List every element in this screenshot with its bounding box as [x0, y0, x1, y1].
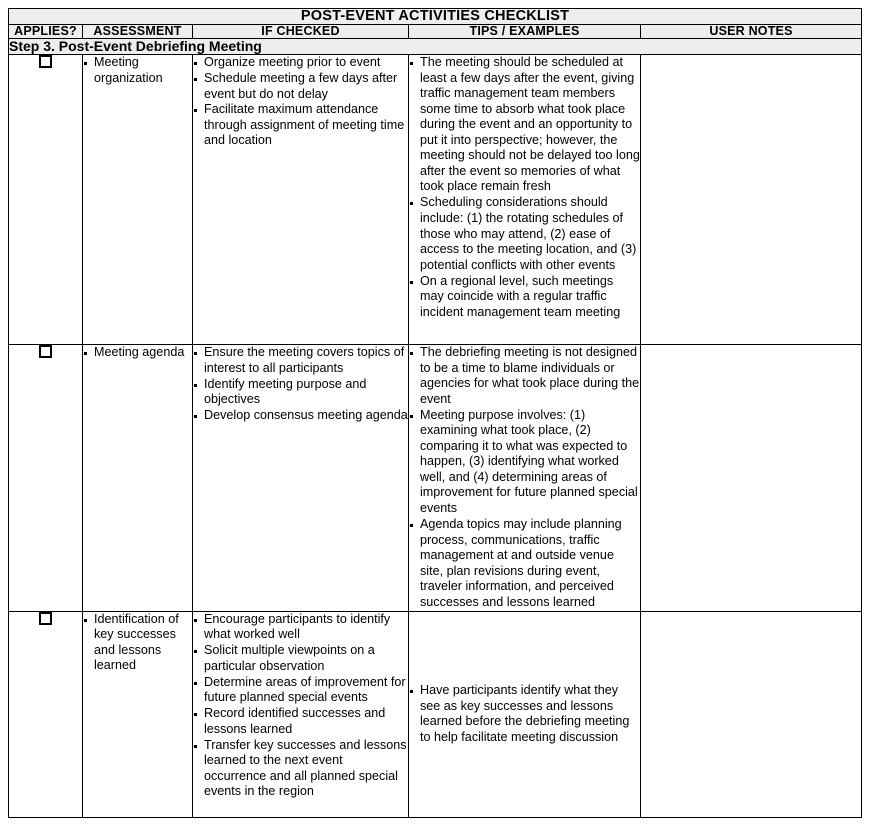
table-row	[9, 611, 862, 817]
checkbox-applies-row-2[interactable]	[39, 345, 52, 358]
assessment-cell	[83, 55, 193, 345]
list-item: On a regional level, such meetings may coincide with a regular traffic incident management team meeting	[409, 274, 640, 321]
checkbox-applies-row-3[interactable]	[39, 612, 52, 625]
list-item: Solicit multiple viewpoints on a particular observation	[193, 643, 408, 674]
section-row	[9, 39, 862, 55]
if-checked-list-row-3	[193, 612, 408, 800]
list-item: Encourage participants to identify what worked well	[193, 612, 408, 643]
tips-list-row-3	[409, 683, 640, 745]
list-item: Develop consensus meeting agenda	[193, 408, 408, 423]
table-row	[9, 55, 862, 345]
document-title: POST-EVENT ACTIVITIES CHECKLIST	[9, 9, 862, 25]
list-item: Agenda topics may include planning process, communications, traffic management at and outside venue site, plan revisions during event, traveler information, and perceived successes and lessons learned	[409, 517, 640, 610]
if-checked-list-row-1	[193, 55, 408, 149]
list-item: The meeting should be scheduled at least a few days after the event, giving traffic management team members some time to absorb what took place during the event and an opportunity to put it into perspective; however, the meeting should not be delayed too long after the event so memories of what took place remain fresh	[409, 55, 640, 195]
if-checked-list-row-2	[193, 345, 408, 423]
tips-list-row-1	[409, 55, 640, 320]
list-item: Meeting organization	[83, 55, 192, 86]
table-header-row	[9, 25, 862, 39]
user-notes-cell-row-3[interactable]	[641, 611, 862, 817]
assessment-cell	[83, 345, 193, 612]
column-header-applies: APPLIES?	[9, 25, 83, 39]
post-event-activities-checklist-table	[8, 8, 862, 818]
tips-examples-cell	[409, 345, 641, 612]
checkbox-applies-row-1[interactable]	[39, 55, 52, 68]
list-item: Schedule meeting a few days after event but do not delay	[193, 71, 408, 102]
list-item: Transfer key successes and lessons learned to the next event occurrence and all planned special events in the region	[193, 738, 408, 800]
assessment-list-row-2	[83, 345, 192, 360]
list-item: Identify meeting purpose and objectives	[193, 377, 408, 408]
column-header-assessment: ASSESSMENT	[83, 25, 193, 39]
tips-examples-cell	[409, 611, 641, 817]
applies-cell	[9, 611, 83, 817]
list-item: Determine areas of improvement for future planned special events	[193, 675, 408, 706]
assessment-list-row-1	[83, 55, 192, 86]
if-checked-cell	[193, 345, 409, 612]
list-item: Meeting purpose involves: (1) examining what took place, (2) comparing it to what was expected to happen, (3) identifying what worked well, and (4) determining areas of improvement for future planned special events	[409, 408, 640, 517]
if-checked-cell	[193, 55, 409, 345]
list-item: Facilitate maximum attendance through assignment of meeting time and location	[193, 102, 408, 148]
section-label-step-3: Step 3. Post-Event Debriefing Meeting	[9, 39, 862, 55]
tips-list-row-2	[409, 345, 640, 610]
column-header-tips-examples: TIPS / EXAMPLES	[409, 25, 641, 39]
list-item: Record identified successes and lessons learned	[193, 706, 408, 737]
tips-examples-cell	[409, 55, 641, 345]
list-item: Organize meeting prior to event	[193, 55, 408, 70]
list-item: The debriefing meeting is not designed to be a time to blame individuals or agencies for what took place during the event	[409, 345, 640, 407]
user-notes-cell-row-2[interactable]	[641, 345, 862, 612]
table-title-row	[9, 9, 862, 25]
assessment-list-row-3	[83, 612, 192, 674]
assessment-cell	[83, 611, 193, 817]
column-header-user-notes: USER NOTES	[641, 25, 862, 39]
list-item: Have participants identify what they see as key successes and lessons learned before the debriefing meeting to help facilitate meeting discussion	[409, 683, 640, 745]
column-header-if-checked: IF CHECKED	[193, 25, 409, 39]
list-item: Identification of key successes and lessons learned	[83, 612, 192, 674]
applies-cell	[9, 55, 83, 345]
if-checked-cell	[193, 611, 409, 817]
list-item: Meeting agenda	[83, 345, 192, 360]
applies-cell	[9, 345, 83, 612]
user-notes-cell-row-1[interactable]	[641, 55, 862, 345]
list-item: Scheduling considerations should include: (1) the rotating schedules of those who may attend, (2) ease of access to the meeting location, and (3) potential conflicts with other events	[409, 195, 640, 273]
list-item: Ensure the meeting covers topics of interest to all participants	[193, 345, 408, 376]
table-row	[9, 345, 862, 612]
